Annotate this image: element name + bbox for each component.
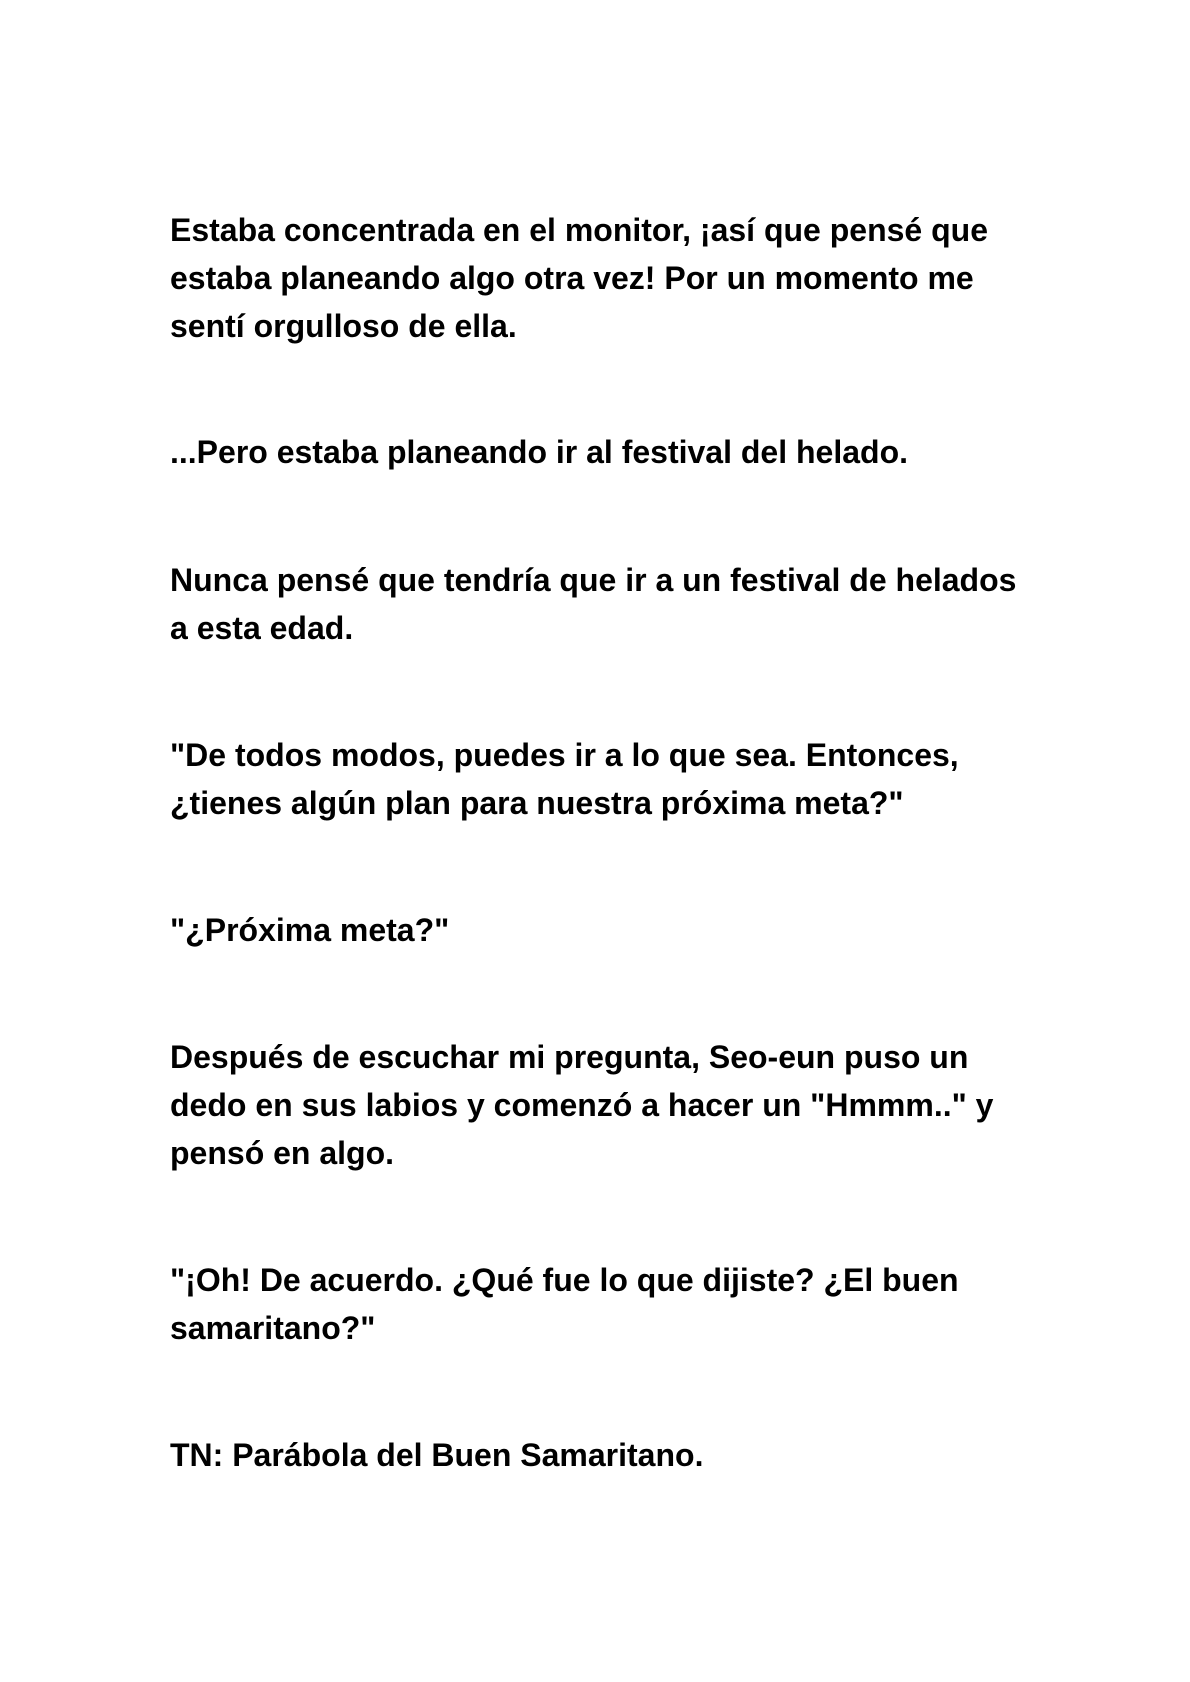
paragraph-7: "¡Oh! De acuerdo. ¿Qué fue lo que dijiste? ¿El buen samaritano?": [170, 1262, 959, 1346]
paragraph-2: ...Pero estaba planeando ir al festival del helado.: [170, 434, 909, 470]
paragraph-1: Estaba concentrada en el monitor, ¡así que pensé que estaba planeando algo otra vez! Por un momento me sentí orgulloso de ella.: [170, 212, 988, 344]
paragraph-4: "De todos modos, puedes ir a lo que sea. Entonces, ¿tienes algún plan para nuestra próxima meta?": [170, 737, 959, 821]
paragraph-6: Después de escuchar mi pregunta, Seo-eun puso un dedo en sus labios y comenzó a hacer un "Hmmm.." y pensó en algo.: [170, 1039, 994, 1171]
paragraph-3: Nunca pensé que tendría que ir a un festival de helados a esta edad.: [170, 562, 1017, 646]
paragraph-5: "¿Próxima meta?": [170, 912, 450, 948]
paragraph-8: TN: Parábola del Buen Samaritano.: [170, 1437, 704, 1473]
